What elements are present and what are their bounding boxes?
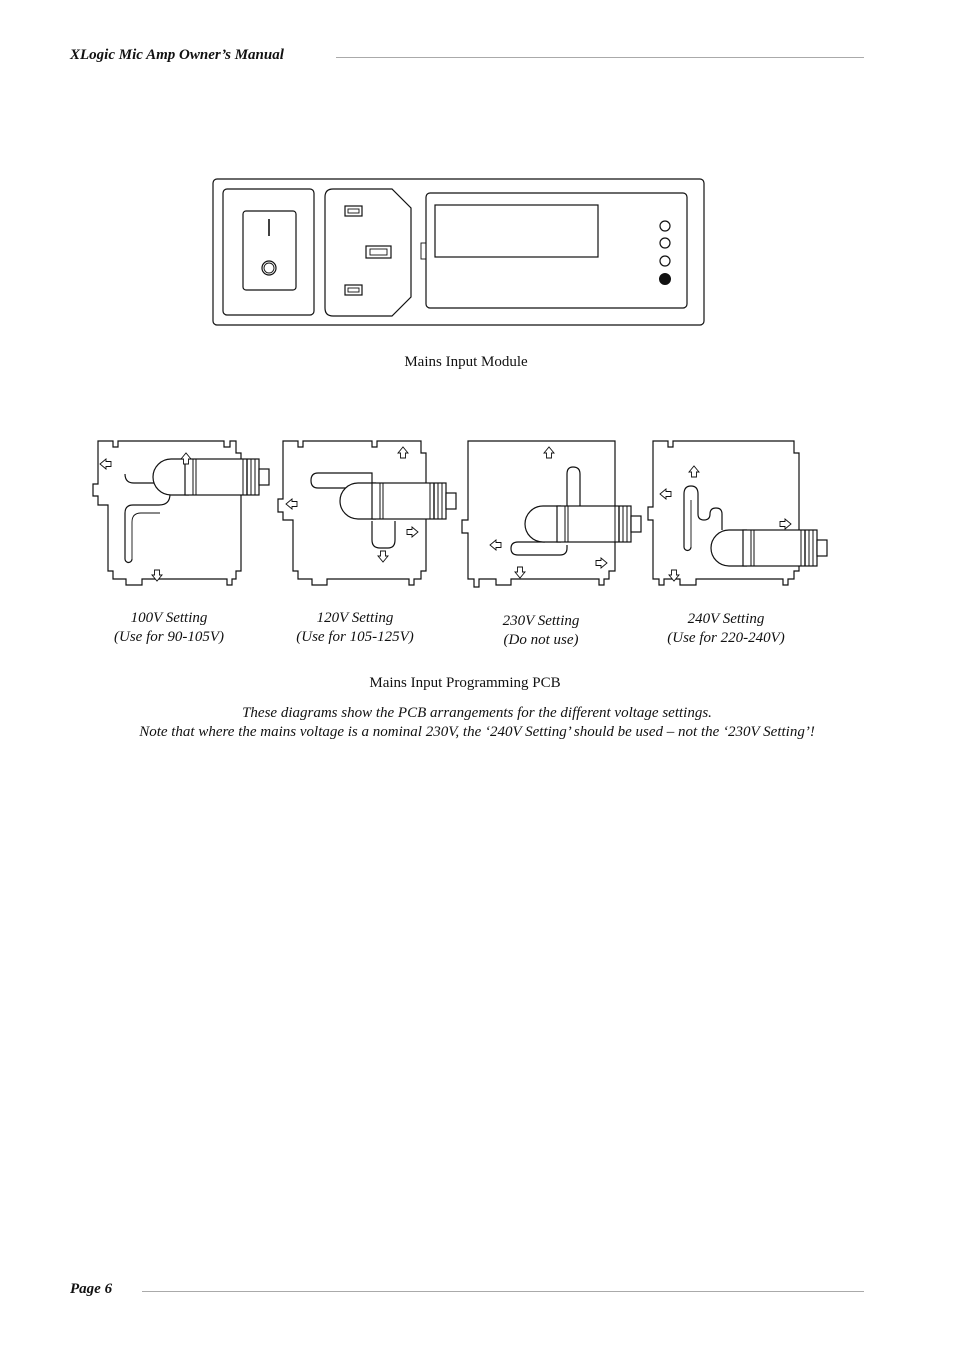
- iec-pin-top: [345, 206, 362, 216]
- pcb-caption: Mains Input Programming PCB: [369, 675, 561, 691]
- switch-bezel: [223, 189, 314, 315]
- setting-range: (Use for 105-125V): [296, 629, 414, 645]
- iec-inlet: [325, 189, 411, 316]
- setting-label: 240V Setting: [687, 611, 765, 627]
- note-line-2: Note that where the mains voltage is a nominal 230V, the ‘240V Setting’ should be used – not the ‘230V Setting’!: [139, 724, 815, 740]
- voltage-dot-2: [660, 238, 670, 248]
- pcb-120v: [278, 441, 456, 585]
- voltage-dot-3: [660, 256, 670, 266]
- setting-230v: [451, 612, 631, 650]
- running-header-title: XLogic Mic Amp Owner’s Manual: [70, 47, 284, 63]
- setting-range: (Use for 220-240V): [667, 630, 785, 646]
- footer-rule: [142, 1291, 864, 1292]
- iec-pin-bottom: [345, 285, 362, 295]
- mains-input-module: [213, 179, 704, 325]
- setting-100v: [79, 609, 259, 647]
- voltage-dot-selected: [660, 274, 671, 285]
- page-number: Page 6: [70, 1281, 113, 1297]
- setting-120v: [265, 609, 445, 647]
- setting-range: (Do not use): [503, 632, 579, 648]
- voltage-dot-1: [660, 221, 670, 231]
- voltage-window: [435, 205, 598, 257]
- setting-label: 100V Setting: [130, 610, 208, 626]
- pcb-100v: [93, 441, 269, 585]
- pcb-240v: [648, 441, 827, 585]
- note-line-1: These diagrams show the PCB arrangements for the different voltage settings.: [242, 705, 712, 721]
- setting-range: (Use for 90-105V): [114, 629, 224, 645]
- setting-label: 230V Setting: [502, 613, 580, 629]
- setting-240v: [636, 610, 816, 648]
- pcb-230v: [462, 441, 641, 587]
- module-caption: Mains Input Module: [404, 354, 528, 370]
- fuse-drawer: [426, 193, 687, 308]
- setting-label: 120V Setting: [316, 610, 394, 626]
